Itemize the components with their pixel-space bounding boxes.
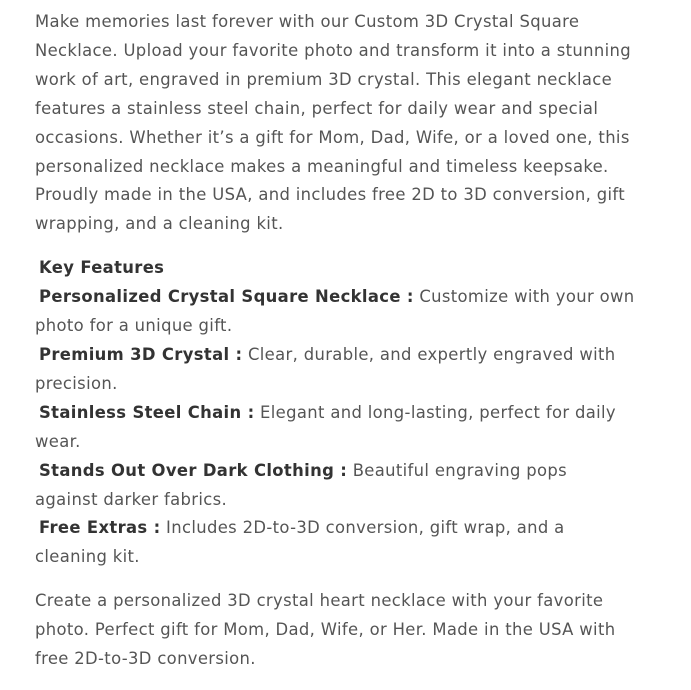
feature-item-personalized xyxy=(35,283,635,341)
feature-item-crystal xyxy=(35,341,635,399)
feature-label: Personalized Crystal Square Necklace : xyxy=(39,287,414,307)
key-features-heading: Key Features xyxy=(39,258,165,278)
product-description xyxy=(35,8,635,674)
outro-paragraph: Create a personalized 3D crystal heart necklace with your favorite photo. Perfect gift for Mom, Dad, Wife, or Her. Made in the USA with free 2D-to-3D conversion. xyxy=(35,591,616,669)
feature-label: Premium 3D Crystal : xyxy=(39,344,243,364)
feature-text: Clear, durable, and expertly engraved with precision. xyxy=(35,344,616,393)
intro-paragraph: Make memories last forever with our Custom 3D Crystal Square Necklace. Upload your favorite photo and transform it into a stunning work of art, engraved in premium 3D crystal. This elegant necklace features a stainless steel chain, perfect for daily wear and special occasions. Whether it’s a gift for Mom, Dad, Wife, or a loved one, this personalized necklace makes a meaningful and timeless keepsake. Proudly made in the USA, and includes free 2D to 3D conversion, gift wrapping, and a cleaning kit. xyxy=(35,12,631,234)
feature-item-chain xyxy=(35,399,635,457)
feature-text: Customize with your own photo for a unique gift. xyxy=(35,287,635,336)
feature-label: Stands Out Over Dark Clothing : xyxy=(39,460,348,480)
feature-text: Elegant and long-lasting, perfect for daily wear. xyxy=(35,402,616,451)
feature-text: Includes 2D-to-3D conversion, gift wrap, and a cleaning kit. xyxy=(35,518,565,567)
feature-label: Stainless Steel Chain : xyxy=(39,402,255,422)
feature-item-dark-clothing xyxy=(35,457,635,515)
key-features-section xyxy=(35,254,635,572)
feature-text: Beautiful engraving pops against darker fabrics. xyxy=(35,460,568,509)
feature-item-free-extras xyxy=(35,514,635,572)
feature-label: Free Extras : xyxy=(39,518,161,538)
